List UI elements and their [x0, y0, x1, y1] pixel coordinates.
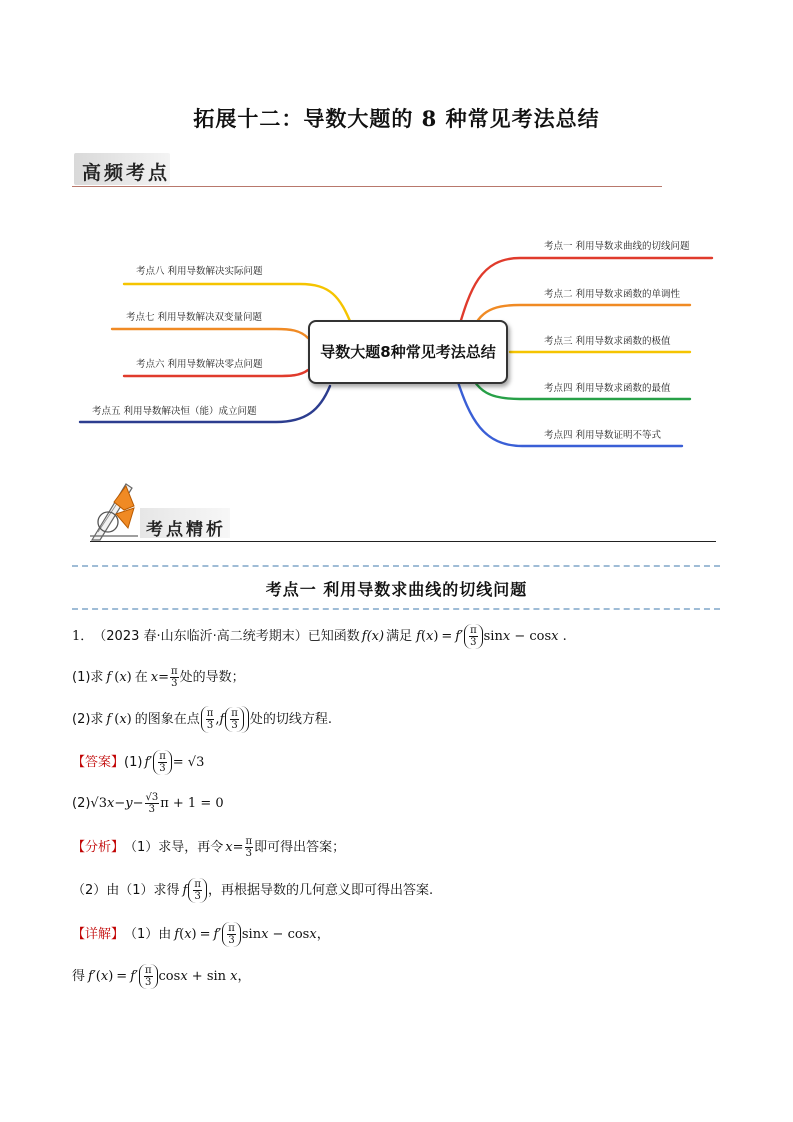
section-header-analysis: 考点精析 [146, 520, 226, 540]
mindmap-node: 考点六 利用导数解决零点问题 [136, 359, 263, 370]
question-1: (1)求 f ( x ) 在 x = $\frac{\pi}{3}$ 处的导数； [72, 666, 245, 689]
compass-ruler-icon [86, 480, 146, 544]
analysis-1: 【分析】 （1）求导，再令 x = $\frac{\pi}{3}$ 即可得出答案； [72, 836, 346, 859]
section-divider [90, 541, 716, 542]
branch-left-7 [112, 329, 308, 338]
mindmap-node: 考点四 利用导数求函数的最值 [544, 383, 671, 394]
mindmap-center-node: 导数大题8种常见考法总结 [308, 320, 508, 384]
mindmap-node: 考点一 利用导数求曲线的切线问题 [544, 241, 690, 252]
dashed-divider [72, 565, 720, 567]
mindmap-node: 考点八 利用导数解决实际问题 [136, 266, 263, 277]
mindmap-node: 考点四 利用导数证明不等式 [544, 430, 662, 441]
branch-left-6 [124, 370, 308, 376]
mindmap-node: 考点七 利用导数解决双变量问题 [126, 312, 263, 323]
analysis-2: （2）由（1）求得 f $\frac{\pi}{3}$ ，再根据导数的几何意义即可得出答案. [72, 879, 434, 902]
page-title: 拓展十二：导数大题的 8 种常见考法总结 [193, 106, 600, 131]
answer-1: 【答案】 (1) f′ $\frac{\pi}{3}$ = √3 [72, 751, 205, 774]
question-2: (2)求 f ( x ) 的图象在点 $\frac{\pi}{3}$ , f $\frac{\pi}{3}$ 处的切线方程. [72, 708, 332, 731]
detail-1: 【详解】 （1）由 f ( x ) = f′ $\frac{\pi}{3}$ sinx − cosx ， [72, 923, 330, 946]
problem-statement: 1． （2023 春·山东临沂·高二统考期末）已知函数 f(x) 满足 f ( x ) = f′ $\frac{\pi}{3}$ sinx − cosx . [72, 625, 567, 648]
mindmap-node: 考点五 利用导数解决恒（能）成立问题 [92, 406, 257, 417]
mindmap-node: 考点三 利用导数求函数的极值 [544, 336, 671, 347]
answer-2: (2) √3 x − y − $\frac{√3}{3}$ π + 1 = 0 [72, 792, 224, 815]
section-header-high-frequency: 高频考点 [82, 162, 171, 184]
point-title: 考点一 利用导数求曲线的切线问题 [265, 580, 528, 599]
dashed-divider [72, 608, 720, 610]
mindmap-node: 考点二 利用导数求函数的单调性 [544, 289, 681, 300]
detail-2: 得 f′ ( x ) = f′ $\frac{\pi}{3}$ cosx + sin x ， [72, 965, 251, 988]
